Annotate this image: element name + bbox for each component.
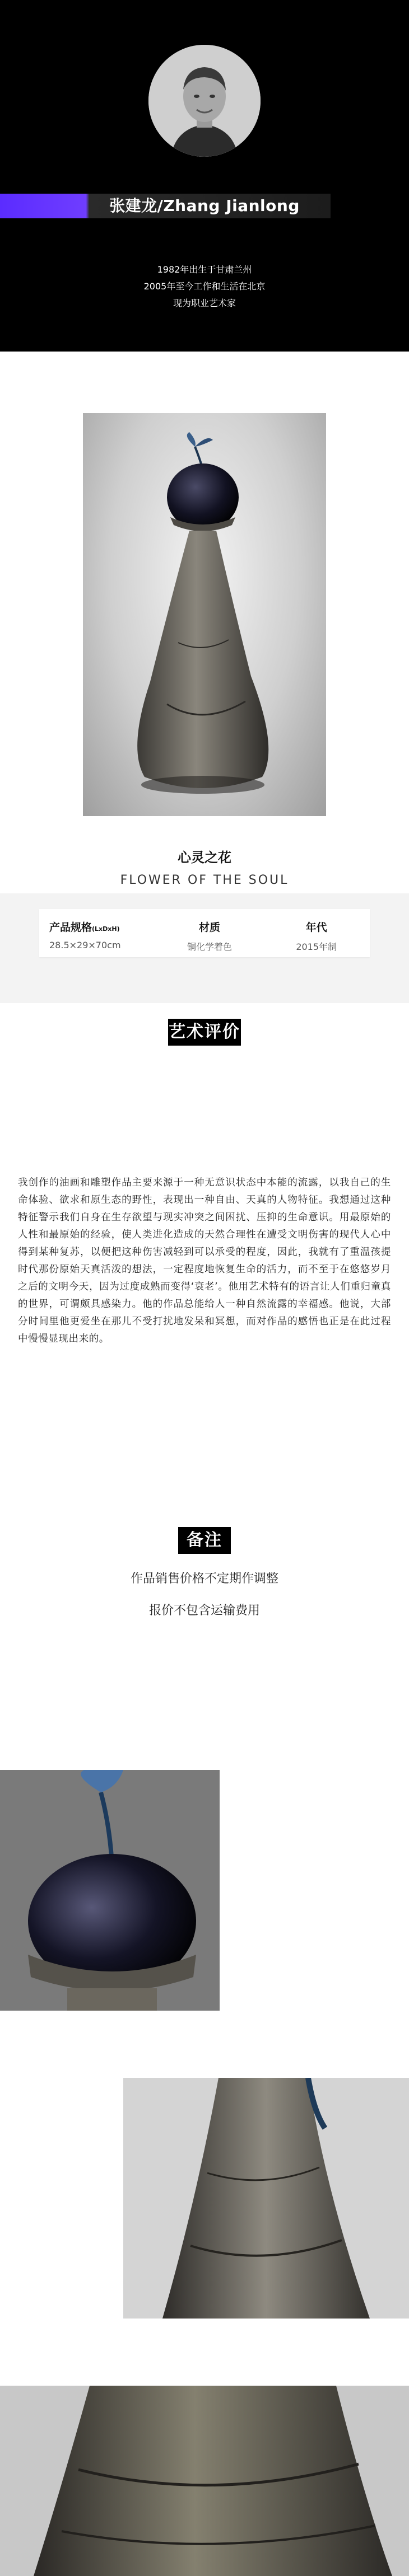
review-text: 我创作的油画和雕塑作品主要来源于一种无意识状态中本能的流露，以我自己的生命体验、欲求和原生态的野性，表现出一种自由、天真的人物特征。我想通过这种特征警示我们自身在生存欲望与现实冲突之间困扰、压抑的生命意识。用最原始的人性和最原始的经验，使人类进化造成的天然合理性在遭受文明伤害的现代人心中得到某种复苏，以便把这种伤害减轻到可以承受的程度，因此，我就有了重温孩提时代那份原始天真活泼的想法，一定程度地恢复生命的活力，而不至于在悠悠岁月之后的文明今天，因为过度成熟而变得‘衰老’。他用艺术特有的语言让人们重归童真的世界，可谓颇具感染力。他的作品总能给人一种自然流露的幸福感。他说，大部分时间里他更爱坐在那儿不受打扰地发呆和冥想，而对作品的感悟也正是在此过程中慢慢显现出来的。 bbox=[18, 1177, 391, 1345]
artist-bio bbox=[0, 261, 409, 312]
spec-section bbox=[0, 893, 409, 1003]
detail-photo-body bbox=[123, 2078, 409, 2319]
spec-label: 材质 bbox=[199, 921, 221, 934]
spec-value: 铜化学着色 bbox=[187, 942, 233, 952]
sculpture-head-detail-image bbox=[0, 1770, 220, 2011]
artist-portrait-image bbox=[148, 45, 261, 157]
bio-line: 1982年出生于甘肃兰州 bbox=[157, 264, 252, 275]
sculpture-image bbox=[83, 413, 326, 816]
spec-table bbox=[39, 909, 370, 957]
spec-value: 28.5×29×70cm bbox=[49, 940, 121, 950]
spec-label: 产品规格(LxDxH) bbox=[49, 921, 120, 934]
bio-line: 2005年至今工作和生活在北京 bbox=[143, 281, 266, 292]
detail-photo-head bbox=[0, 1770, 220, 2011]
spec-size bbox=[39, 909, 156, 957]
spec-value: 2015年制 bbox=[296, 942, 337, 952]
artwork-title: 心灵之花 bbox=[178, 850, 231, 865]
spec-label-unit: (LxDxH) bbox=[92, 925, 120, 933]
note-line: 报价不包含运输费用 bbox=[148, 1604, 260, 1618]
review-heading: 艺术评价 bbox=[168, 1019, 241, 1046]
sculpture-body-detail-image bbox=[123, 2078, 409, 2319]
sculpture-base-detail-image bbox=[0, 2386, 409, 2576]
bio-line: 现为职业艺术家 bbox=[173, 298, 236, 308]
note-lines bbox=[0, 1563, 409, 1627]
detail-photo-base bbox=[0, 2386, 409, 2576]
artist-avatar bbox=[148, 45, 261, 157]
artist-header bbox=[0, 0, 409, 352]
note-line: 作品销售价格不定期作调整 bbox=[130, 1572, 278, 1586]
note-heading: 备注 bbox=[178, 1527, 231, 1554]
artwork-subtitle: FLOWER OF THE SOUL bbox=[120, 873, 289, 887]
artwork-photo bbox=[83, 413, 326, 816]
spec-material bbox=[156, 909, 263, 957]
spec-label: 年代 bbox=[305, 921, 327, 934]
spec-year bbox=[263, 909, 370, 957]
artist-name: 张建龙/Zhang Jianlong bbox=[109, 196, 300, 215]
